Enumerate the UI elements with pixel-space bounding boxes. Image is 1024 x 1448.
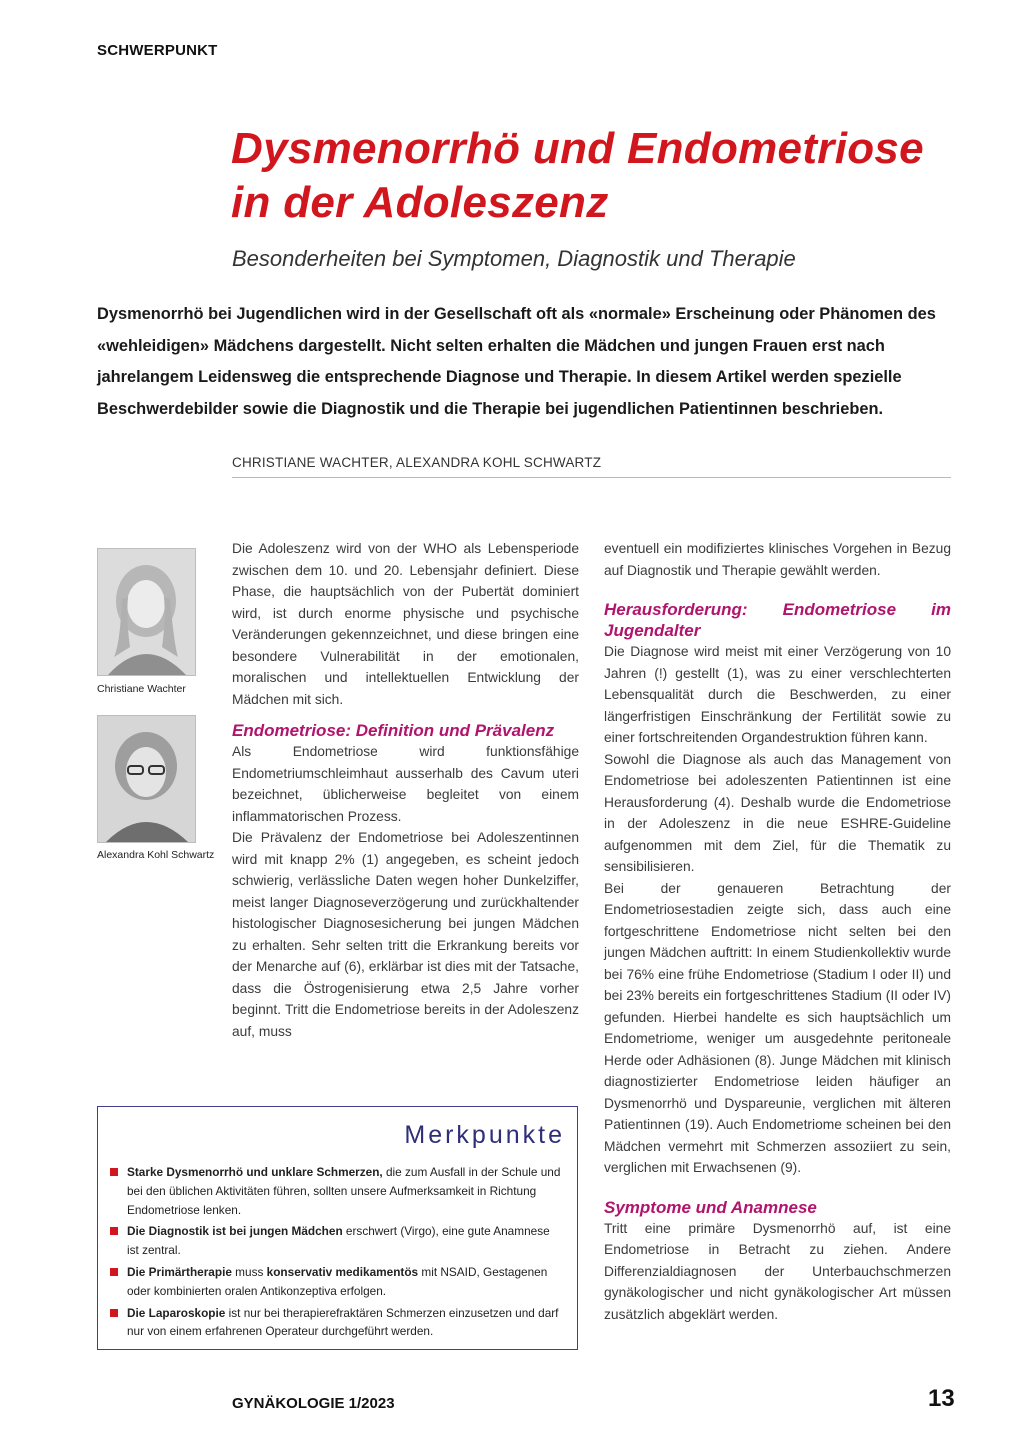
bold-phrase: Die Laparoskopie bbox=[127, 1305, 226, 1320]
list-item bbox=[110, 1263, 564, 1301]
lead-paragraph: Dysmenorrhö bei Jugendlichen wird in der Gesellschaft oft als «normale» Erscheinung oder Phänomen des «wehleidigen» Mädchens dargestellt. Nicht selten erhalten die Mädchen und jungen Frauen erst nach jahrelangem Leidensweg die entsprechende Diagnose und Therapie. In diesem Artikel werden spezielle Beschwerdebilder sowie die Diagnostik und die Therapie bei jugendlichen Patientinnen beschrieben. bbox=[97, 305, 936, 418]
article-title bbox=[231, 122, 991, 230]
paragraph: Die Diagnose wird meist mit einer Verzögerung von 10 Jahren (!) gestellt (1), was zu einer verschlechterten Lebensqualität durch die Beschwerden, zu einer längerfristigen Einschränkung der Fertilität sowie zu einer fortschreitenden Organdestruktion führen kann. bbox=[604, 644, 951, 745]
photo-caption-2: Alexandra Kohl Schwartz bbox=[97, 849, 215, 861]
list-item bbox=[110, 1304, 564, 1342]
bold-phrase: konservativ medikamentös bbox=[266, 1264, 419, 1279]
paragraph: Die Prävalenz der Endometriose bei Adoleszentinnen wird mit knapp 2% (1) angegeben, es scheint jedoch schwierig, verlässliche Daten wegen hoher Dunkelziffer, meist langer Diagnoseverzögerung und zurückhaltender histologischer Diagnosesicherung bei jungen Mädchen zu erhalten. Sehr selten tritt die Erkrankung bereits vor der Menarche auf (6), erklärbar ist dies mit der Tatsache, dass die Östrogenisierung etwa 2,5 Jahre vorher beginnt. Tritt die Endometriose bereits in der Adoleszenz auf, muss bbox=[232, 830, 579, 1039]
paragraph: Bei der genaueren Betrachtung der Endometriosestadien zeigte sich, dass auch eine fortgeschrittene Endometriose nicht selten bei den jungen Mädchen auftritt: In einem Studienkollektiv wurde bei 76% eine frühe Endometriose (Stadium I oder II) und bei 23% bereits ein fortgeschrittenes Stadium (II oder IV) gefunden. Hierbei handelte es sich hauptsächlich um Endometriome, weniger um ausgedehnte peritoneale Herde oder Adhäsionen (8). Junge Mädchen mit klinisch diagnostizierter Endometriose leiden häufiger an Dysmenorrhö und Dyspareunie, verglichen mit älteren Patientinnen (19). Auch Endometriome scheinen bei den Mädchen vermehrt mit Schmerzen assoziiert zu sein, verglichen mit Erwachsenen (9). bbox=[604, 880, 951, 1175]
bullet-square-icon bbox=[110, 1268, 118, 1276]
title-line-1: Dysmenorrhö und Endometriose bbox=[231, 124, 924, 173]
list-item bbox=[110, 1163, 564, 1219]
merkpunkte-title: Merkpunkte bbox=[404, 1121, 565, 1149]
bullet-square-icon bbox=[110, 1227, 118, 1235]
bold-phrase: Die Primärtherapie bbox=[127, 1264, 232, 1279]
text-column-2 bbox=[604, 538, 951, 1325]
bullet-square-icon bbox=[110, 1309, 118, 1317]
item-text: mit NSAID, Gestagenen oder kombinierten oralen Antikonzeptiva erfolgen. bbox=[127, 1264, 548, 1298]
author-photo-kohl-schwartz bbox=[97, 715, 196, 843]
portrait-image bbox=[98, 549, 195, 675]
heading-symptoms: Symptome und Anamnese bbox=[604, 1197, 817, 1217]
bold-phrase: Die Diagnostik ist bei jungen Mädchen bbox=[127, 1224, 343, 1239]
title-line-2: in der Adoleszenz bbox=[231, 178, 609, 227]
merkpunkte-list bbox=[110, 1163, 564, 1344]
article-subtitle: Besonderheiten bei Symptomen, Diagnostik und Therapie bbox=[232, 246, 796, 271]
paragraph: Als Endometriose wird funktionsfähige Endometriumschleimhaut ausserhalb des Cavum uteri bezeichnet, üblicherweise begleitet von einem inflammatorischen Prozess. bbox=[232, 744, 579, 824]
item-text: muss bbox=[231, 1264, 267, 1279]
author-divider bbox=[232, 477, 951, 478]
text-column-1 bbox=[232, 538, 579, 1042]
item-text: ist nur bei therapierefraktären Schmerzen einzusetzen und darf nur von einem erfahrenen Operateur durchgeführt werden. bbox=[127, 1305, 559, 1339]
author-line: CHRISTIANE WACHTER, ALEXANDRA KOHL SCHWARTZ bbox=[232, 455, 602, 470]
bold-phrase: Starke Dysmenorrhö und unklare Schmerzen, bbox=[127, 1165, 383, 1179]
page-number: 13 bbox=[928, 1385, 955, 1412]
list-item bbox=[110, 1222, 564, 1260]
heading-challenge: Herausforderung: Endometriose im Jugendalter bbox=[604, 600, 951, 640]
section-label: SCHWERPUNKT bbox=[97, 42, 218, 59]
paragraph: eventuell ein modifiziertes klinisches Vorgehen in Bezug auf Diagnostik und Therapie gewählt werden. bbox=[604, 541, 951, 578]
paragraph: Sowohl die Diagnose als auch das Management von Endometriose bei adoleszenten Patientinnen ist eine Herausforderung (4). Deshalb wurde die Endometriose in der Adoleszenz in die neue ESHRE-Guideline aufgenommen mit dem Ziel, für die Thematik zu sensibilisieren. bbox=[604, 751, 951, 874]
item-text: erschwert (Virgo), eine gute Anamnese ist zentral. bbox=[127, 1224, 550, 1258]
intro-paragraph: Die Adoleszenz wird von der WHO als Lebensperiode zwischen dem 10. und 20. Lebensjahr definiert. Diese Phase, die hauptsächlich von der Pubertät dominiert wird, ist durch enorme physische und psychische Veränderungen gekennzeichnet, und diese bringen eine besondere Vulnerabilität in der emotionalen, moralischen und intellektuellen Entwicklung der Mädchen mit sich. bbox=[232, 541, 579, 707]
author-photo-wachter bbox=[97, 548, 196, 676]
portrait-image bbox=[98, 716, 195, 842]
bullet-square-icon bbox=[110, 1168, 118, 1176]
heading-definition: Endometriose: Definition und Prävalenz bbox=[232, 721, 555, 740]
item-text: die zum Ausfall in der Schule und bei den üblichen Aktivitäten führen, sollten unsere Aufmerksamkeit in Richtung Endometriose lenken. bbox=[127, 1165, 561, 1217]
journal-footer: GYNÄKOLOGIE 1/2023 bbox=[232, 1395, 395, 1412]
paragraph: Tritt eine primäre Dysmenorrhö auf, ist eine Endometriose in Betracht zu ziehen. Andere Differenzialdiagnosen der Unterbauchschmerzen gynäkologischer und nicht gynäkologischer Art müssen zusätzlich abgeklärt werden. bbox=[604, 1220, 951, 1322]
merkpunkte-box bbox=[97, 1106, 578, 1350]
photo-caption-1: Christiane Wachter bbox=[97, 683, 186, 695]
